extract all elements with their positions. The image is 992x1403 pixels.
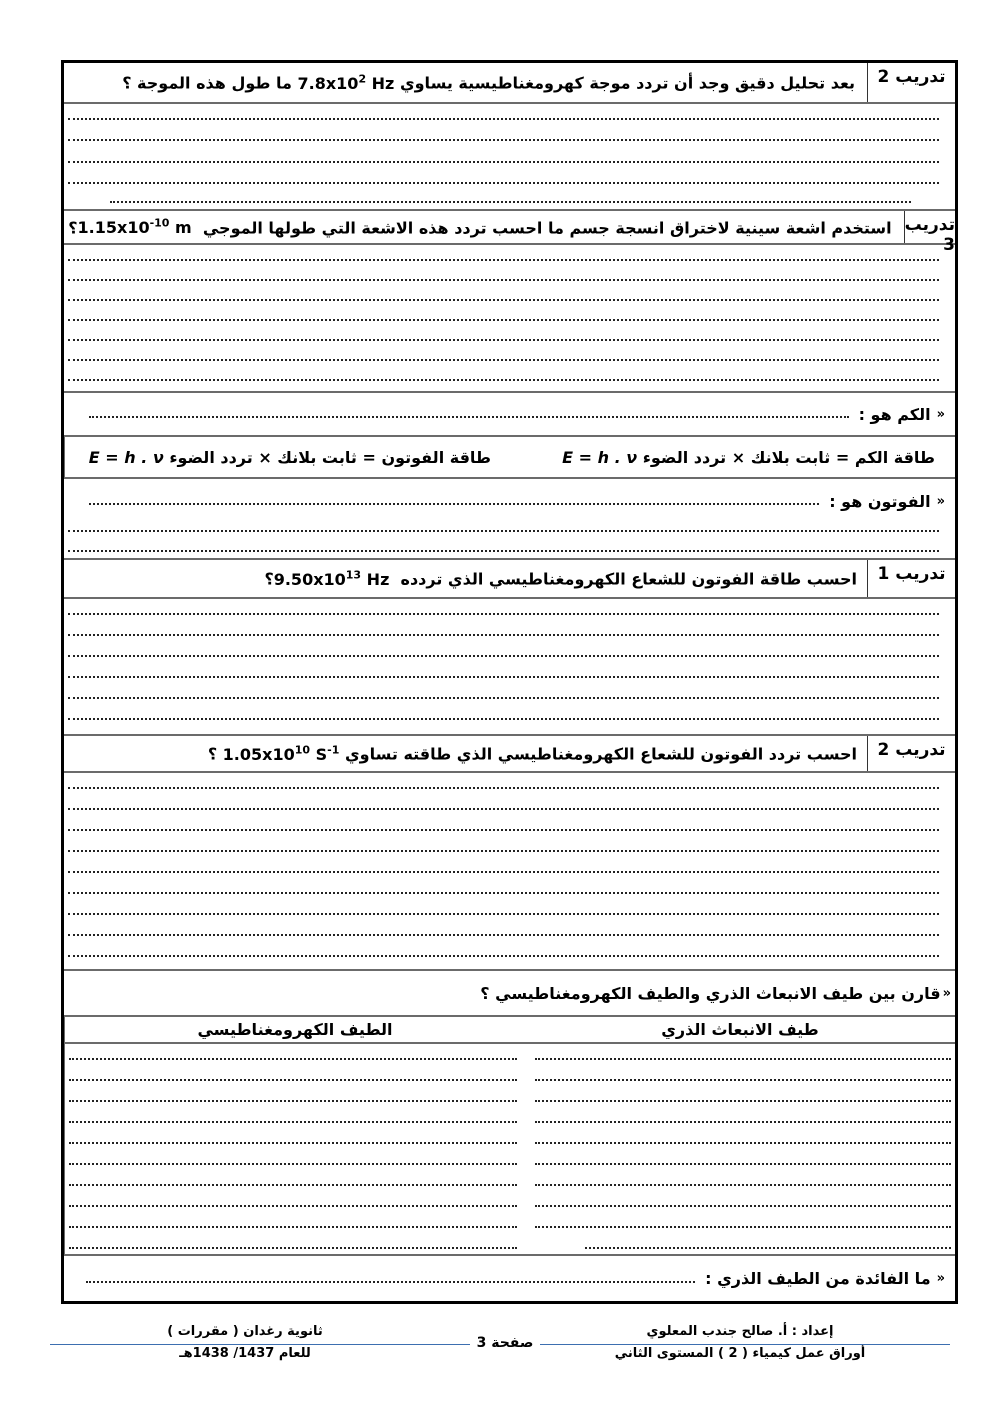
worksheet-frame xyxy=(61,60,958,1304)
quantum-definition-row xyxy=(64,393,955,437)
exercise-question: احسب تردد الفوتون للشعاع الكهرومغناطيسي الذي طاقته تساوي $1.05x10^{10}$ $S^{-1}$ ؟ xyxy=(207,743,857,764)
answer-line[interactable] xyxy=(69,1100,517,1102)
electromagnetic-column[interactable] xyxy=(64,1044,525,1254)
photon-label: الفوتون هو : xyxy=(829,491,931,511)
answer-line[interactable] xyxy=(68,339,939,341)
page-footer xyxy=(0,1318,992,1378)
answer-line[interactable] xyxy=(68,530,939,532)
answer-line[interactable] xyxy=(69,1079,517,1081)
photon-answer-line[interactable] xyxy=(89,503,819,505)
photon-definition-block xyxy=(64,479,955,560)
answer-line[interactable] xyxy=(535,1226,951,1228)
exercise-label: تدريب 1 xyxy=(867,560,955,597)
answer-line[interactable] xyxy=(68,787,939,789)
answer-line[interactable] xyxy=(535,1142,951,1144)
answer-line[interactable] xyxy=(585,1247,951,1249)
value: $9.50x10^{13}$ Hz xyxy=(273,568,395,589)
answer-line[interactable] xyxy=(68,934,939,936)
answer-line[interactable] xyxy=(69,1205,517,1207)
col-header-electromagnetic: الطيف الكهرومغناطيسي xyxy=(64,1017,525,1042)
exercise-question: احسب طاقة الفوتون للشعاع الكهرومغناطيسي الذي تردده $9.50x10^{13}$ Hz ؟ xyxy=(264,568,857,589)
answer-line[interactable] xyxy=(69,1184,517,1186)
benefit-label: ما الفائدة من الطيف الذري : xyxy=(705,1269,931,1288)
answer-line[interactable] xyxy=(69,1226,517,1228)
answer-area-t3[interactable] xyxy=(64,245,955,393)
answer-line[interactable] xyxy=(68,182,939,184)
answer-line[interactable] xyxy=(68,550,939,552)
answer-line[interactable] xyxy=(68,871,939,873)
answer-area-t2[interactable] xyxy=(64,104,955,211)
benefit-answer-line[interactable] xyxy=(86,1281,695,1283)
col-header-atomic-emission: طيف الانبعاث الذري xyxy=(661,1020,819,1039)
answer-line[interactable] xyxy=(68,319,939,321)
equation: E = h . ν xyxy=(88,447,164,467)
double-arrow-icon: « xyxy=(942,985,951,1001)
answer-line[interactable] xyxy=(68,634,939,636)
atomic-spectrum-benefit-row xyxy=(64,1256,955,1301)
answer-line[interactable] xyxy=(68,655,939,657)
formula-row xyxy=(64,437,955,479)
exercise-header-t3 xyxy=(64,211,955,255)
footer-course: أوراق عمل كيمياء ( 2 ) المستوى الثاني xyxy=(614,1346,866,1361)
footer-school: ثانوية رغدان ( مقررات ) xyxy=(167,1324,323,1339)
compare-title-row xyxy=(64,971,955,1017)
compare-column-headers xyxy=(64,1017,955,1044)
footer-year: للعام 1437/ 1438هـ xyxy=(179,1346,311,1361)
answer-line[interactable] xyxy=(535,1163,951,1165)
quantum-answer-line[interactable] xyxy=(89,416,849,418)
double-arrow-icon: « xyxy=(936,1271,945,1286)
compare-answer-table xyxy=(64,1044,955,1256)
answer-area-b2[interactable] xyxy=(64,773,955,971)
exercise-label: تدريب 2 xyxy=(867,736,955,771)
answer-line[interactable] xyxy=(69,1058,517,1060)
answer-line[interactable] xyxy=(68,676,939,678)
answer-line[interactable] xyxy=(110,201,911,203)
quantum-energy-formula: طاقة الكم = ثابت بلانك × تردد الضوء E = h . ν xyxy=(562,447,935,467)
exercise-header-t2 xyxy=(64,63,955,104)
answer-line[interactable] xyxy=(68,850,939,852)
compare-title: قارن بين طيف الانبعاث الذري والطيف الكهرومغناطيسي ؟ xyxy=(480,983,941,1003)
answer-line[interactable] xyxy=(535,1100,951,1102)
footer-rule-left xyxy=(50,1344,470,1345)
photon-definition-row xyxy=(64,479,955,523)
answer-line[interactable] xyxy=(68,913,939,915)
page-number: صفحة 3 xyxy=(476,1335,534,1351)
answer-line[interactable] xyxy=(535,1121,951,1123)
answer-line[interactable] xyxy=(68,697,939,699)
answer-line[interactable] xyxy=(68,259,939,261)
atomic-emission-column[interactable] xyxy=(525,1044,955,1254)
exercise-label: تدريب 2 xyxy=(867,63,955,102)
answer-line[interactable] xyxy=(535,1079,951,1081)
answer-line[interactable] xyxy=(68,955,939,957)
footer-rule-right xyxy=(540,1344,950,1345)
answer-line[interactable] xyxy=(68,161,939,163)
double-arrow-icon: « xyxy=(936,406,945,422)
answer-line[interactable] xyxy=(68,379,939,381)
answer-line[interactable] xyxy=(68,118,939,120)
answer-line[interactable] xyxy=(68,613,939,615)
equation: E = h . ν xyxy=(562,447,638,467)
footer-author: إعداد : أ. صالح جندب المعلوي xyxy=(646,1324,834,1339)
answer-line[interactable] xyxy=(68,299,939,301)
exercise-header-b2 xyxy=(64,736,955,773)
answer-line[interactable] xyxy=(69,1121,517,1123)
answer-line[interactable] xyxy=(68,718,939,720)
answer-area-b1[interactable] xyxy=(64,599,955,736)
value: $1.15x10^{-10}$ m xyxy=(77,216,198,238)
photon-energy-formula: طاقة الفوتون = ثابت بلانك × تردد الضوء E = h . ν xyxy=(64,437,505,477)
answer-line[interactable] xyxy=(68,892,939,894)
exercise-header-b1 xyxy=(64,560,955,599)
value: $1.05x10^{10}$ $S^{-1}$ xyxy=(222,743,340,764)
exercise-question: استخدم اشعة سينية لاختراق انسجة جسم ما احسب تردد هذه الاشعة التي طولها الموجي $1.15x10^{-10}$ m ؟ xyxy=(68,216,892,238)
answer-line[interactable] xyxy=(69,1142,517,1144)
answer-line[interactable] xyxy=(535,1205,951,1207)
value: $7.8x10^2$ Hz xyxy=(297,72,395,93)
double-arrow-icon: « xyxy=(936,493,945,509)
exercise-question: بعد تحليل دقيق وجد أن تردد موجة كهرومغناطيسية يساوي $7.8x10^2$ Hz ما طول هذه الموجة ؟ xyxy=(122,72,855,93)
answer-line[interactable] xyxy=(69,1247,517,1249)
quantum-label: الكم هو : xyxy=(858,404,931,424)
answer-line[interactable] xyxy=(68,279,939,281)
answer-line[interactable] xyxy=(535,1058,951,1060)
answer-line[interactable] xyxy=(69,1163,517,1165)
answer-line[interactable] xyxy=(68,808,939,810)
answer-line[interactable] xyxy=(68,139,939,141)
answer-line[interactable] xyxy=(535,1184,951,1186)
exercise-label: تدريب 3 xyxy=(904,211,955,243)
answer-line[interactable] xyxy=(68,829,939,831)
answer-line[interactable] xyxy=(68,359,939,361)
